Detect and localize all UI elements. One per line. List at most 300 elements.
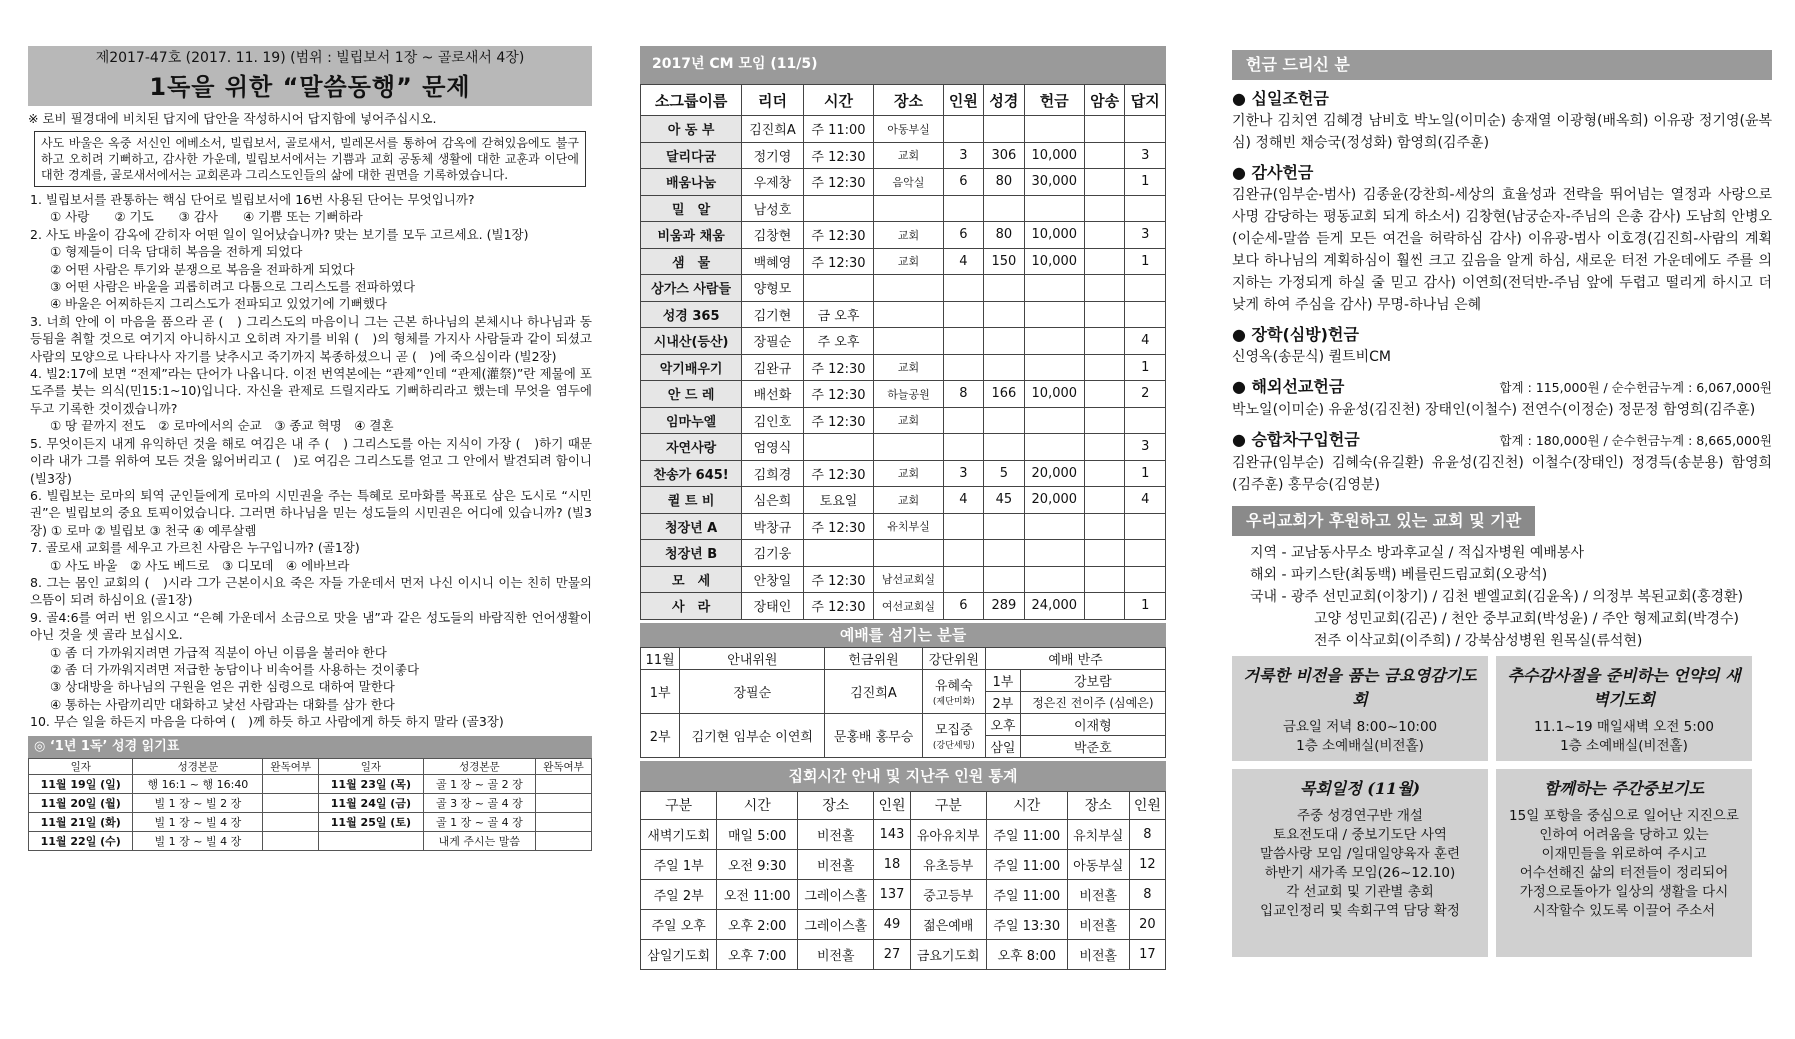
cm-cell: 6 (943, 169, 984, 196)
cm-cell: 4 (1125, 487, 1166, 514)
cm-cell: 주 12:30 (803, 566, 874, 593)
stats-cell: 유아유치부 (910, 819, 986, 849)
stats-cell: 비전홀 (1067, 939, 1129, 969)
accomp-3-label: 오후 (986, 713, 1021, 735)
quiz-column (28, 46, 592, 851)
altar2-sub: (강단세팅) (932, 741, 975, 751)
cm-row (641, 301, 1166, 328)
plan-row (29, 812, 592, 831)
support-line: 고양 성민교회(김곤) / 천안 중부교회(박성윤) / 주안 형제교회(박경수) (1314, 611, 1739, 627)
cm-cell: 청장년 A (641, 513, 742, 540)
cm-column (640, 46, 1166, 970)
cm-cell (1024, 354, 1084, 381)
stats-row (641, 909, 1166, 939)
cm-cell (984, 513, 1025, 540)
cm-row (641, 407, 1166, 434)
tithe-list: 기한나 김치연 김혜경 남비호 박노일(이미순) 송재열 이광형(배옥희) 이유광 정기영(윤복심) 정해빈 채승국(정성화) 함영희(김주훈) (1232, 113, 1772, 151)
cm-cell (943, 301, 984, 328)
stats-cell: 아동부실 (1067, 849, 1129, 879)
plan-cell (263, 793, 319, 812)
cm-cell: 배선화 (742, 381, 804, 408)
question-text: 8. 그는 몸인 교회의 ( )시라 그가 근본이시요 죽은 자들 가운데서 먼저 나신 이시니 이는 친히 만물의 으뜸이 되려 하심이요 (골1장) (30, 574, 592, 608)
question-text: 2. 사도 바울이 감옥에 갇히자 어떤 일이 일어났습니까? 맞는 보기를 모두 고르세요. (빌1장) (30, 226, 529, 242)
cm-header: 헌금 (1024, 85, 1084, 116)
cm-cell (1125, 301, 1166, 328)
cm-cell: 김완규 (742, 354, 804, 381)
cm-cell: 성경 365 (641, 301, 742, 328)
accomp-4: 박준호 (1020, 735, 1165, 757)
support-line: 국내 - 광주 선민교회(이창기) / 김천 벧엘교회(김윤옥) / 의정부 복된교회(홍경환) (1250, 589, 1744, 605)
cm-cell (984, 275, 1025, 302)
cm-cell: 교회 (874, 460, 943, 487)
cm-cell (1024, 513, 1084, 540)
plan-header: 일자 (29, 758, 133, 774)
plan-cell: 내게 주시는 말씀 (423, 831, 535, 850)
cm-cell (1125, 566, 1166, 593)
cm-cell: 10,000 (1024, 142, 1084, 169)
cm-title: 2017년 CM 모임 (11/5) (640, 46, 1166, 84)
cm-cell (803, 195, 874, 222)
stats-cell: 오전 9:30 (717, 849, 798, 879)
cm-cell (984, 354, 1025, 381)
cm-cell: 주 12:30 (803, 222, 874, 249)
cm-row (641, 222, 1166, 249)
cm-cell (1084, 222, 1125, 249)
cm-cell: 3 (943, 460, 984, 487)
cm-cell: 30,000 (1024, 169, 1084, 196)
cm-cell: 주 12:30 (803, 513, 874, 540)
stats-cell: 27 (874, 939, 910, 969)
plan-row (29, 793, 592, 812)
plan-cell (536, 774, 592, 793)
cm-header: 소그룹이름 (641, 85, 742, 116)
cm-cell: 4 (943, 487, 984, 514)
visit-title: ● 장학(심방)헌금 (1232, 325, 1359, 344)
reading-plan-table (28, 758, 592, 851)
cm-cell: 토요일 (803, 487, 874, 514)
schedule-box (1232, 769, 1488, 957)
answer-note: ※ 로비 필경대에 비치된 답지에 답안을 작성하시어 답지함에 넣어주십시오. (28, 111, 437, 126)
cm-row (641, 354, 1166, 381)
cm-cell (1084, 116, 1125, 143)
stats-cell: 주일 오후 (641, 909, 717, 939)
cm-cell (1084, 328, 1125, 355)
cm-cell: 김희경 (742, 460, 804, 487)
cm-cell (874, 275, 943, 302)
cm-cell: 교회 (874, 142, 943, 169)
box-line: 1층 소예배실(비전홀) (1560, 738, 1688, 754)
cm-cell: 샘 물 (641, 248, 742, 275)
box-line: 주중 성경연구반 개설 (1297, 808, 1423, 824)
stats-header: 인원 (874, 791, 910, 819)
box-title: 추수감사절을 준비하는 언약의 새벽기도회 (1507, 666, 1741, 709)
cm-cell: 1 (1125, 593, 1166, 620)
cm-cell: 김기웅 (742, 540, 804, 567)
cm-cell (984, 407, 1025, 434)
servers-row1-offering: 김진희A (825, 669, 922, 713)
plan-header: 완독여부 (263, 758, 319, 774)
cm-row (641, 328, 1166, 355)
cm-cell: 80 (984, 169, 1025, 196)
plan-header: 성경본문 (133, 758, 263, 774)
plan-cell (263, 774, 319, 793)
cm-cell: 8 (943, 381, 984, 408)
box-line: 1층 소예배실(비전홀) (1296, 738, 1424, 754)
cm-cell: 모 세 (641, 566, 742, 593)
box-line: 각 선교회 및 기관별 총회 (1286, 884, 1434, 900)
cm-cell: 유치부실 (874, 513, 943, 540)
stats-header: 인원 (1129, 791, 1165, 819)
cm-cell: 안 드 레 (641, 381, 742, 408)
stats-cell: 삼일기도회 (641, 939, 717, 969)
cm-cell: 상가스 사람들 (641, 275, 742, 302)
cm-cell (1125, 513, 1166, 540)
stats-table (640, 791, 1166, 970)
stats-cell: 오후 7:00 (717, 939, 798, 969)
cm-cell (1084, 434, 1125, 461)
question-text: 3. 너희 안에 이 마음을 품으라 곧 ( ) 그리스도의 마음이니 그는 근본 하나님의 본체시나 하나님과 동등됨을 취할 것으로 여기지 아니하시고 오히려 자기를 비워 ( )의 형체를 가지사 사람들과 같이 되셨고 사람의 모양으로 나타나사 자기를 낮추시고 죽기까지 복종하셨으니 곧 ( )에 죽으심이라 (빌2장) (30, 313, 592, 364)
stats-cell: 오후 8:00 (986, 939, 1067, 969)
box-line: 이재민들을 위로하여 주시고 (1541, 846, 1707, 862)
support-list (1232, 542, 1772, 652)
support-line: 지역 - 교남동사무소 방과후교실 / 적십자병원 예배봉사 (1250, 545, 1584, 561)
cm-cell (1024, 434, 1084, 461)
cm-cell: 비움과 채움 (641, 222, 742, 249)
cm-cell: 24,000 (1024, 593, 1084, 620)
stats-cell: 20 (1129, 909, 1165, 939)
question-option: ① 땅 끝까지 전도 ② 로마에서의 순교 ③ 종교 혁명 ④ 결혼 (50, 418, 394, 434)
box-title: 함께하는 주간중보기도 (1543, 779, 1705, 798)
stats-row (641, 849, 1166, 879)
mission-list: 박노일(이미순) 유윤성(김진천) 장태인(이철수) 전연수(이정순) 정문정 함영희(김주훈) (1232, 402, 1756, 418)
thanks-title: ● 감사헌금 (1232, 163, 1314, 182)
cm-row (641, 275, 1166, 302)
cm-cell: 10,000 (1024, 381, 1084, 408)
cm-cell (874, 434, 943, 461)
cm-cell (874, 195, 943, 222)
cm-cell (984, 116, 1025, 143)
cm-cell: 2 (1125, 381, 1166, 408)
cm-cell: 장태인 (742, 593, 804, 620)
cm-cell: 사 라 (641, 593, 742, 620)
servers-row1-guide: 장필순 (680, 669, 825, 713)
cm-cell: 교회 (874, 354, 943, 381)
cm-cell (984, 540, 1025, 567)
cm-cell (1125, 116, 1166, 143)
servers-table (640, 647, 1166, 758)
cm-cell: 3 (1125, 434, 1166, 461)
question-text: 9. 골4:6를 여러 번 읽으시고 “은혜 가운데서 소금으로 맛을 냄”과 같은 성도들의 바람직한 언어생활이 아닌 것을 셋 골라 보십시오. (30, 609, 592, 643)
cm-cell (984, 434, 1025, 461)
plan-row (29, 774, 592, 793)
stats-cell: 그레이스홀 (798, 879, 874, 909)
question-option: ② 좀 더 가까워지려면 저급한 농담이나 비속어를 사용하는 것이좋다 (50, 661, 420, 677)
quiz-title: 1독을 위한 “말씀동행” 문제 (28, 70, 592, 106)
cm-cell: 교회 (874, 248, 943, 275)
info-boxes (1232, 656, 1772, 957)
question-option: ③ 상대방을 하나님의 구원을 얻은 귀한 심령으로 대하여 말한다 (50, 679, 395, 695)
question (28, 226, 592, 313)
stats-row (641, 819, 1166, 849)
accomp-1-label: 1부 (986, 669, 1021, 691)
cm-row (641, 460, 1166, 487)
cm-row (641, 593, 1166, 620)
plan-cell (536, 793, 592, 812)
cm-cell: 1 (1125, 248, 1166, 275)
stats-cell: 주일 11:00 (986, 849, 1067, 879)
cm-cell: 남성호 (742, 195, 804, 222)
question (28, 191, 592, 226)
cm-cell: 아 동 부 (641, 116, 742, 143)
cm-cell (1084, 381, 1125, 408)
cm-cell (1125, 540, 1166, 567)
plan-cell: 11월 21일 (화) (29, 812, 133, 831)
cm-cell (943, 513, 984, 540)
cm-cell (943, 354, 984, 381)
stats-cell: 8 (1129, 879, 1165, 909)
cm-header: 시간 (803, 85, 874, 116)
servers-altar-head: 강단위원 (922, 647, 986, 669)
cm-cell: 306 (984, 142, 1025, 169)
cm-cell: 3 (943, 142, 984, 169)
cm-cell: 3 (1125, 222, 1166, 249)
cm-cell: 청장년 B (641, 540, 742, 567)
cm-header: 성경 (984, 85, 1025, 116)
box-title: 거룩한 비전을 품는 금요영감기도회 (1243, 666, 1477, 709)
cm-cell: 10,000 (1024, 222, 1084, 249)
cm-cell: 아동부실 (874, 116, 943, 143)
intercession-box (1496, 769, 1752, 957)
stats-cell: 주일 13:30 (986, 909, 1067, 939)
cm-cell: 음악실 (874, 169, 943, 196)
stats-cell: 주일 11:00 (986, 819, 1067, 849)
question-text: 7. 골로새 교회를 세우고 가르친 사람은 누구입니까? (골1장) (30, 540, 360, 556)
cm-row (641, 540, 1166, 567)
plan-cell: 11월 19일 (일) (29, 774, 133, 793)
stats-header: 장소 (1067, 791, 1129, 819)
cm-cell (1125, 195, 1166, 222)
cm-row (641, 116, 1166, 143)
cm-cell: 주 12:30 (803, 142, 874, 169)
cm-cell (1084, 142, 1125, 169)
cm-row (641, 513, 1166, 540)
cm-row (641, 566, 1166, 593)
question-option: ① 사랑 ② 기도 ③ 감사 ④ 기쁨 또는 기뻐하라 (50, 209, 363, 225)
cm-cell (874, 301, 943, 328)
stats-header: 시간 (986, 791, 1067, 819)
plan-cell: 빌 1 장 ~ 빌 4 장 (133, 812, 263, 831)
stats-cell: 새벽기도회 (641, 819, 717, 849)
stats-cell: 주일 11:00 (986, 879, 1067, 909)
cm-cell: 166 (984, 381, 1025, 408)
stats-cell: 137 (874, 879, 910, 909)
plan-cell: 빌 1 장 ~ 빌 2 장 (133, 793, 263, 812)
question (28, 574, 592, 609)
plan-cell (263, 812, 319, 831)
cm-cell (1125, 407, 1166, 434)
cm-cell: 주 12:30 (803, 381, 874, 408)
plan-cell: 골 3 장 ~ 골 4 장 (423, 793, 535, 812)
servers-altar1 (922, 669, 986, 713)
plan-cell: 11월 22일 (수) (29, 831, 133, 850)
friday-prayer-box (1232, 656, 1488, 761)
altar1-name: 유혜숙 (934, 679, 973, 694)
car-total: 합계 : 180,000원 / 순수헌금누계 : 8,665,000원 (1499, 433, 1772, 448)
cm-cell: 퀼 트 비 (641, 487, 742, 514)
support-title: 우리교회가 후원하고 있는 교회 및 기관 (1232, 506, 1535, 536)
cm-cell (943, 116, 984, 143)
cm-cell (1084, 195, 1125, 222)
cm-cell: 백혜영 (742, 248, 804, 275)
intro-box: 사도 바울은 옥중 서신인 에베소서, 빌립보서, 골로새서, 빌레몬서를 통하여 감옥에 갇혀있음에도 불구하고 오히려 기뻐하고, 감사한 가운데, 빌립보서에서는 기쁨과 교회 공동체 생활에 대한 교훈과 이단에 대한 경계를, 골로새서에서는 교회론과 그리스도인들의 삶에 대한 권면을 기록하였습니다. (34, 131, 586, 187)
cm-header: 장소 (874, 85, 943, 116)
cm-cell: 김창현 (742, 222, 804, 249)
servers-altar2 (922, 713, 986, 757)
stats-cell: 비전홀 (798, 849, 874, 879)
question (28, 487, 592, 539)
question-option: ③ 어떤 사람은 바울을 괴롭히려고 다툼으로 그리스도를 전파하였다 (50, 279, 416, 295)
cm-cell: 6 (943, 222, 984, 249)
cm-cell: 주 12:30 (803, 248, 874, 275)
cm-cell: 안창일 (742, 566, 804, 593)
stats-cell: 오전 11:00 (717, 879, 798, 909)
stats-header: 구분 (641, 791, 717, 819)
servers-guide-head: 안내위원 (680, 647, 825, 669)
servers-row2-guide: 김기현 임부순 이연희 (680, 713, 825, 757)
stats-cell: 비전홀 (1067, 909, 1129, 939)
cm-cell (1084, 248, 1125, 275)
servers-title: 예배를 섬기는 분들 (640, 623, 1166, 647)
question-option: ④ 바울은 어찌하든지 그리스도가 전파되고 있었기에 기뻐했다 (50, 296, 387, 312)
stats-cell: 18 (874, 849, 910, 879)
box-line: 입교인정리 및 속회구역 담당 확정 (1260, 903, 1460, 919)
cm-cell: 박창규 (742, 513, 804, 540)
cm-cell (1024, 540, 1084, 567)
cm-cell (984, 566, 1025, 593)
cm-header: 답지 (1125, 85, 1166, 116)
cm-cell: 80 (984, 222, 1025, 249)
box-line: 가정으로돌아가 일상의 생활을 다시 (1519, 884, 1729, 900)
cm-cell (1084, 407, 1125, 434)
question-option: ① 사도 바울 ② 사도 베드로 ③ 디모데 ④ 에바브라 (50, 557, 350, 573)
stats-cell: 8 (1129, 819, 1165, 849)
stats-header: 구분 (910, 791, 986, 819)
stats-cell: 오후 2:00 (717, 909, 798, 939)
box-title: 목회일정 (11월) (1299, 779, 1421, 798)
question (28, 539, 592, 574)
stats-title: 집회시간 안내 및 지난주 인원 통계 (640, 761, 1166, 791)
stats-cell: 젊은예배 (910, 909, 986, 939)
cm-cell (1024, 275, 1084, 302)
stats-cell: 유치부실 (1067, 819, 1129, 849)
cm-table (640, 84, 1166, 620)
stats-cell: 비전홀 (1067, 879, 1129, 909)
cm-cell (943, 407, 984, 434)
box-line: 금요일 저녁 8:00~10:00 (1282, 719, 1438, 735)
cm-cell (1024, 328, 1084, 355)
cm-cell (1084, 460, 1125, 487)
plan-header: 성경본문 (423, 758, 535, 774)
plan-cell: 빌 1 장 ~ 빌 4 장 (133, 831, 263, 850)
cm-cell: 임마누엘 (641, 407, 742, 434)
cm-cell (943, 566, 984, 593)
cm-header: 암송 (1084, 85, 1125, 116)
cm-cell: 자연사랑 (641, 434, 742, 461)
mission-title: ● 해외선교헌금 합계 : 115,000원 / 순수헌금누계 : 6,067,000원 (1232, 376, 1772, 399)
reading-plan-title: ◎ ‘1년 1독’ 성경 읽기표 (28, 736, 592, 758)
question (28, 365, 592, 435)
cm-header: 리더 (742, 85, 804, 116)
cm-row (641, 248, 1166, 275)
cm-row (641, 434, 1166, 461)
question-text: 5. 무엇이든지 내게 유익하던 것을 해로 여김은 내 주 ( ) 그리스도를 아는 지식이 가장 ( )하기 때문이라 내가 그를 위하여 모든 것을 잃어버리고 ( )로 여김은 그리스도를 얻고 그 안에서 발견되려 함이니 (빌3장) (30, 435, 592, 486)
cm-cell: 150 (984, 248, 1025, 275)
altar1-sub: (제단미화) (932, 697, 975, 707)
cm-cell: 289 (984, 593, 1025, 620)
cm-cell: 6 (943, 593, 984, 620)
cm-cell: 김기현 (742, 301, 804, 328)
cm-cell (874, 328, 943, 355)
cm-cell: 주 12:30 (803, 354, 874, 381)
tithe-title: ● 십일조헌금 (1232, 89, 1329, 108)
cm-cell: 주 12:30 (803, 169, 874, 196)
servers-row2-offering: 문홍배 홍무승 (825, 713, 922, 757)
stats-cell: 12 (1129, 849, 1165, 879)
cm-cell: 3 (1125, 142, 1166, 169)
cm-cell (1084, 593, 1125, 620)
stats-cell: 매일 5:00 (717, 819, 798, 849)
servers-month: 11월 (641, 647, 680, 669)
altar2-name: 모집중 (934, 723, 973, 738)
cm-cell (1024, 116, 1084, 143)
cm-cell (1024, 566, 1084, 593)
question-text: 6. 빌립보는 로마의 퇴역 군인들에게 로마의 시민권을 주는 특혜로 로마화를 목표로 삼은 도시로 “시민권”은 빌립보의 중요 토픽이었습니다. 그러면 하나님을 믿는 성도들의 시민권은 어디에 있습니까? (빌3장) ① 로마 ② 빌립보 ③ 천국 ④ 예루살렘 (30, 487, 592, 538)
visit-list: 신영옥(송문식) 퀼트비CM (1232, 349, 1391, 365)
plan-header: 일자 (319, 758, 423, 774)
servers-row1-label: 1부 (641, 669, 680, 713)
box-line: 말씀사랑 모임 /일대일양육자 훈련 (1260, 846, 1460, 862)
issue-header: 제2017-47호 (2017. 11. 19) (범위 : 빌립보서 1장 ~ 골로새서 4장) (28, 46, 592, 70)
question-list (28, 191, 592, 731)
cm-cell: 45 (984, 487, 1025, 514)
box-line: 11.1~19 매일새벽 오전 5:00 (1534, 719, 1714, 735)
cm-cell (1084, 566, 1125, 593)
cm-cell (1084, 169, 1125, 196)
accomp-3: 이재형 (1020, 713, 1165, 735)
cm-cell (803, 540, 874, 567)
cm-cell (1084, 301, 1125, 328)
cm-cell (1024, 195, 1084, 222)
stats-row (641, 939, 1166, 969)
plan-cell (536, 831, 592, 850)
cm-cell (1084, 513, 1125, 540)
stats-cell: 주일 1부 (641, 849, 717, 879)
cm-cell (984, 301, 1025, 328)
cm-cell: 양형모 (742, 275, 804, 302)
cm-cell (1084, 275, 1125, 302)
stats-cell: 143 (874, 819, 910, 849)
cm-cell: 김진희A (742, 116, 804, 143)
stats-cell: 유초등부 (910, 849, 986, 879)
dawn-prayer-box (1496, 656, 1752, 761)
offering-column (1232, 50, 1772, 957)
plan-cell (319, 831, 423, 850)
plan-cell: 11월 20일 (월) (29, 793, 133, 812)
cm-cell: 달리다굼 (641, 142, 742, 169)
stats-cell: 그레이스홀 (798, 909, 874, 939)
stats-header-row (641, 791, 1166, 819)
cm-cell (803, 434, 874, 461)
